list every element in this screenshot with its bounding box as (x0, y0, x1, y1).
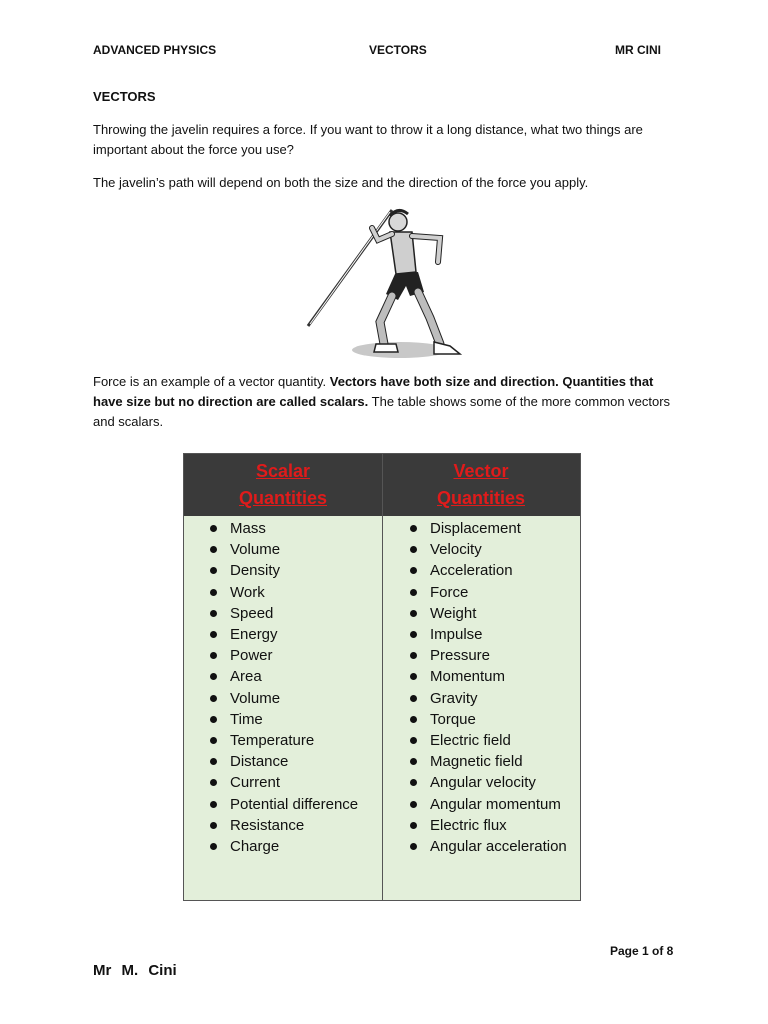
vector-item: Weight (406, 603, 576, 624)
scalar-header-line-2: Quantities (238, 488, 327, 508)
vector-item: Pressure (406, 645, 576, 666)
scalar-item: Temperature (206, 730, 376, 751)
scalar-item: Volume (206, 688, 376, 709)
vector-item: Gravity (406, 688, 576, 709)
vector-definition-tail: The table shows some of the more common vectors and scalars. (93, 394, 671, 429)
scalar-item: Area (206, 666, 376, 687)
vector-item: Displacement (406, 518, 576, 539)
scalar-item: Current (206, 772, 376, 793)
vector-item: Force (406, 582, 576, 603)
vector-list (406, 518, 576, 857)
scalar-list (206, 518, 376, 857)
column-divider (382, 454, 383, 900)
doc-header-subject: ADVANCED PHYSICS (93, 43, 217, 57)
scalar-item: Time (206, 709, 376, 730)
scalar-item: Potential difference (206, 794, 376, 815)
vector-item: Angular momentum (406, 794, 576, 815)
javelin-path-paragraph: The javelin’s path will depend on both the size and the direction of the force you apply. (93, 175, 589, 190)
vector-definition-intro: Force is an example of a vector quantity. (93, 374, 330, 389)
vector-item: Acceleration (406, 560, 576, 581)
vector-item: Electric field (406, 730, 576, 751)
doc-header-topic: VECTORS (369, 43, 427, 57)
scalar-item: Distance (206, 751, 376, 772)
vector-item: Impulse (406, 624, 576, 645)
page-title: VECTORS (93, 89, 156, 104)
footer-author: Mr M. Cini (93, 962, 177, 979)
vector-item: Momentum (406, 666, 576, 687)
intro-paragraph: Throwing the javelin requires a force. If you want to throw it a long distance, what two things are important about the force you use? (93, 122, 643, 157)
vector-item: Angular acceleration (406, 836, 576, 857)
scalar-item: Volume (206, 539, 376, 560)
vector-item: Angular velocity (406, 772, 576, 793)
vector-column-header (382, 454, 580, 516)
vector-item: Electric flux (406, 815, 576, 836)
vector-header-line-2: Quantities (436, 488, 525, 508)
scalar-item: Speed (206, 603, 376, 624)
scalar-item: Density (206, 560, 376, 581)
page-number: Page 1 of 8 (610, 944, 674, 958)
scalar-item: Energy (206, 624, 376, 645)
vector-item: Velocity (406, 539, 576, 560)
scalar-item: Mass (206, 518, 376, 539)
vector-definition-bold: Vectors have both size and direction. Quantities that have size but no direction are called scalars. (93, 374, 654, 409)
scalar-header-line-1: Scalar (255, 461, 311, 481)
vector-item: Magnetic field (406, 751, 576, 772)
vector-definition-paragraph (93, 372, 683, 432)
javelin-thrower-icon (300, 200, 470, 365)
vector-item: Torque (406, 709, 576, 730)
javelin-thrower-illustration (300, 200, 470, 365)
scalar-item: Power (206, 645, 376, 666)
scalar-item: Resistance (206, 815, 376, 836)
scalar-vector-table (183, 453, 581, 901)
scalar-item: Work (206, 582, 376, 603)
doc-header-teacher: MR CINI (615, 43, 661, 57)
scalar-item: Charge (206, 836, 376, 857)
vector-header-line-1: Vector (453, 461, 509, 481)
scalar-column-header (184, 454, 382, 516)
